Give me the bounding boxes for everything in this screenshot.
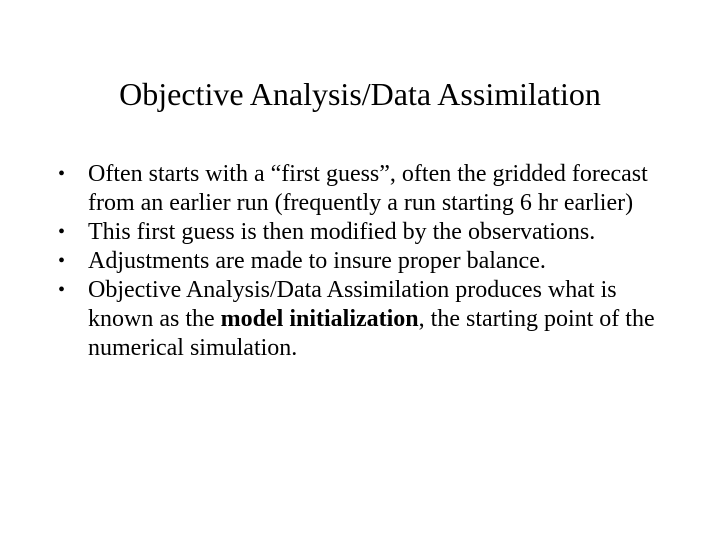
bullet-icon: • bbox=[58, 163, 66, 185]
bullet-text-2: This first guess is then modified by the observations. bbox=[88, 219, 596, 245]
bullet-item-2 bbox=[58, 218, 678, 247]
bullet-icon: • bbox=[58, 279, 66, 301]
bullet-list bbox=[58, 160, 678, 363]
bullet-item-3 bbox=[58, 247, 678, 276]
bullet-text-3: Adjustments are made to insure proper balance. bbox=[88, 248, 546, 274]
bullet-item-4 bbox=[58, 276, 678, 363]
bullet-icon: • bbox=[58, 250, 66, 272]
bullet-text-4-after: , the starting point of the numerical simulation. bbox=[88, 306, 655, 361]
slide-title: Objective Analysis/Data Assimilation bbox=[119, 76, 601, 112]
bullet-item-1 bbox=[58, 160, 678, 218]
bullet-icon: • bbox=[58, 221, 66, 243]
bullet-text-1: Often starts with a “first guess”, often the gridded forecast from an earlier run (frequently a run starting 6 hr earlier) bbox=[88, 161, 648, 216]
bullet-text-4-before: Objective Analysis/Data Assimilation produces what is known as the bbox=[88, 277, 617, 332]
bold-term: model initialization bbox=[220, 306, 419, 332]
bullet-text-4 bbox=[88, 276, 678, 363]
